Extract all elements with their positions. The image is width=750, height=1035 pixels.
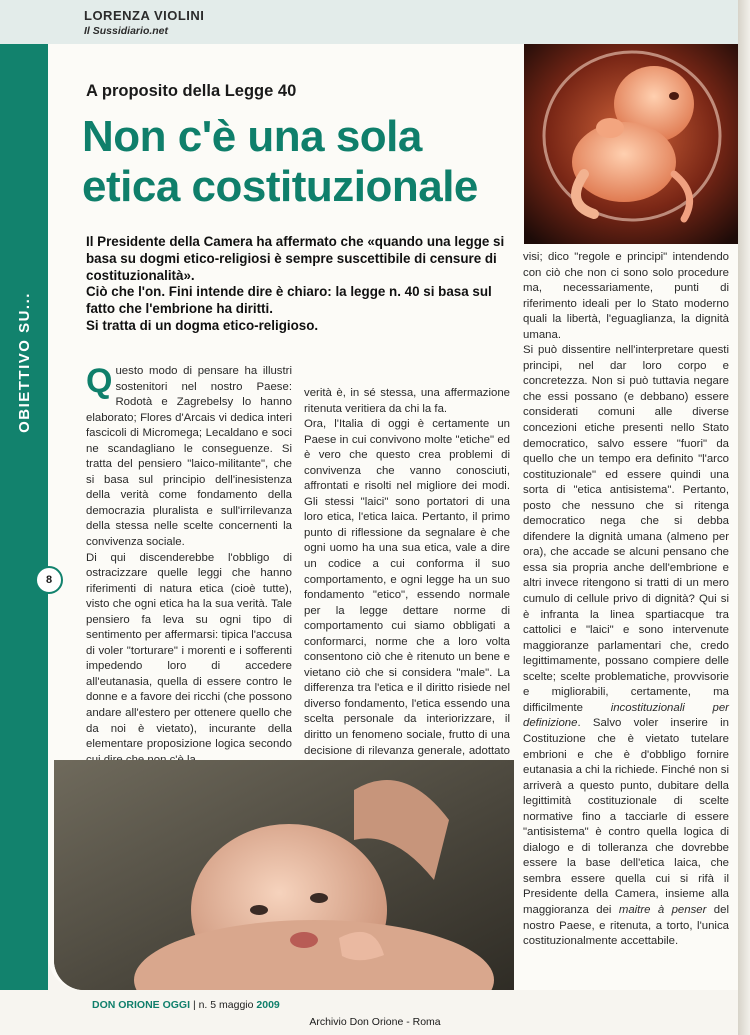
paragraph-text: del nostro Paese, e ritenuta, a torto, l'unica costituzionalmente accettabile. <box>523 903 729 948</box>
paragraph-text: . Salvo voler inserire in Costituzione che è vietato tutelare embrioni e che è d'obbligo fornire eutanasia a chi la richiede. Finché non si arriverà a questo punto, dubitare della legittimità costituzionale di scelte normative fino a tacciarle di essere "antisistema" è contro quella logica di dialogo e di tolleranza che dovrebbe essere la base dell'etica laica, che sembra essere quella cui si rifà il Presidente della Camera, insieme alla maggioranza dei <box>523 717 729 916</box>
drop-cap: Q <box>86 362 113 400</box>
paragraph: verità è, in sé stessa, una affermazione ritenuta veritiera da chi la fa. <box>304 387 510 415</box>
paragraph-text: Si può dissentire nell'interpretare questi principi, nel dar loro corpo e concretezza. Non si può tuttavia negare che essi possano (e debbano) essere considerati comuni alle diverse concezioni etiche presenti nello Stato democratico, salvo essere "fuori" da quello che un tempo era definito "l'arco costituzionale" ed essere quindi una sorta di "etica antisistema". Pertanto, posto che nessuno che si ritenga democratico nega che si debba difendere la dignità umana (almeno per ora), che accade se alcuni pensano che essa sia propria anche dell'embrione e altri invece ritengono si tratti di un mero cumulo di cellule privo di dignità? Qui si è infranta la linea spartiacque tra cattolici e "laici" e sono intervenute maggioranze parlamentari che, credo legittimamente, possano compiere delle scelte; scelte problematiche, provvisorie e migliorabili, certamente, ma difficilmente <box>523 344 729 714</box>
body-column-2 <box>304 386 510 775</box>
newborn-illustration <box>54 760 514 990</box>
standfirst-line: Si tratta di un dogma etico-religioso. <box>86 317 319 333</box>
magazine-name: DON ORIONE OGGI <box>92 999 191 1011</box>
paragraph: visi; dico "regole e principi" intendendo con ciò che non ci sono solo procedure ma, necessariamente, punti di riferimento ideali per lo Stato moderno quali la libertà, l'eguaglianza, la dignità umana. <box>523 251 729 341</box>
page-spine <box>738 0 750 1035</box>
issue-label: n. 5 maggio <box>198 999 254 1011</box>
footer-divider: | <box>192 999 199 1011</box>
standfirst-line: Ciò che l'on. Fini intende dire è chiaro: la legge n. 40 si basa sul fatto che l'embrione ha diritti. <box>86 284 492 317</box>
italic-phrase: incostituzionali per definizione <box>523 701 729 730</box>
archive-caption: Archivio Don Orione - Roma <box>309 1016 441 1028</box>
magazine-footer <box>92 999 280 1011</box>
header-band <box>0 0 750 44</box>
source-name: Il Sussidiario.net <box>84 25 169 37</box>
issue-year: 2009 <box>256 999 280 1011</box>
page-number: 8 <box>35 566 63 594</box>
standfirst-line: Il Presidente della Camera ha affermato che «quando una legge si basa su dogmi etico-religiosi è sempre suscettibile di censure di costituzionalità». <box>86 234 505 283</box>
body-column-1 <box>86 364 292 768</box>
body-column-3 <box>523 250 729 950</box>
paragraph <box>86 364 292 551</box>
kicker: A proposito della Legge 40 <box>86 82 297 100</box>
standfirst <box>86 234 516 335</box>
section-label-text: OBIETTIVO SU... <box>15 291 33 433</box>
article-title: Non c'è una sola etica costituzionale <box>82 112 478 211</box>
author-name: LORENZA VIOLINI <box>84 8 205 23</box>
paragraph: Di qui discenderebbe l'obbligo di ostracizzare quelle leggi che hanno riferimenti di natura etica (cioè tutte), visto che ogni etica ha la sua verità. Tale pensiero fa leva su ogni tipo di sentimento per affermarsi: tipica l'accusa di voler "torturare" i morenti e i sofferenti impedendo loro di accedere all'eutanasia, quella di essere contro le donne e a favore dei ricchi (che possono andare all'estero per ottenere quello che da noi è vietato), incurante della elementare proposizione logica secondo <box>86 551 292 751</box>
side-band <box>0 44 48 990</box>
paragraph <box>523 343 729 949</box>
section-label <box>2 291 46 433</box>
embryo-illustration <box>524 44 740 244</box>
paragraph-text: uesto modo di pensare ha illustri sostenitori nel nostro Paese: Rodotà e Zagrebelsy lo hanno elaborato; Flores d'Arcais vi dedica interi fascicoli di Micromega; Lecaldano e soci ne scandagliano le conseguenze. Si tratta del pensiero "laico-militante", che si basa sul principio dell'inesistenza della verità come fondamento della democrazia pluralista e sull'irrilevanza della stessa nelle scelte concernenti la convivenza sociale. <box>86 365 292 549</box>
embryo-photo <box>524 44 740 244</box>
paragraph: Ora, l'Italia di oggi è certamente un Paese in cui convivono molte "etiche" ed è vero che questo crea problemi di convivenza che vanno conosciuti, affrontati e risolti nel migliore dei modi. Gli stessi "laici" sono portatori di una loro etica, l'etica laica. Pertanto, il primo punto di riflessione da segnalare è che ogni uomo ha una sua etica, vale a dire un codice a cui conforma il suo comportamento, e ogni legge ha un suo fondamento "etico", essendo normale per la legge dettare norme di comportamento cui siamo obbligati a conformarci, norme che a loro volta consentono ciò che è ritenuto un bene e vietano ciò che si considera "male". La differenza tra l'etica e il diritto risiede nel diverso fondamento, l'etica essendo una scelta personale da interiorizzare, il diritto un fenomeno sociale, frutto di una decisione di rilevanza generale, adottato <box>304 418 510 757</box>
italic-phrase: maitre à penser <box>618 903 707 916</box>
newborn-photo <box>54 760 514 990</box>
